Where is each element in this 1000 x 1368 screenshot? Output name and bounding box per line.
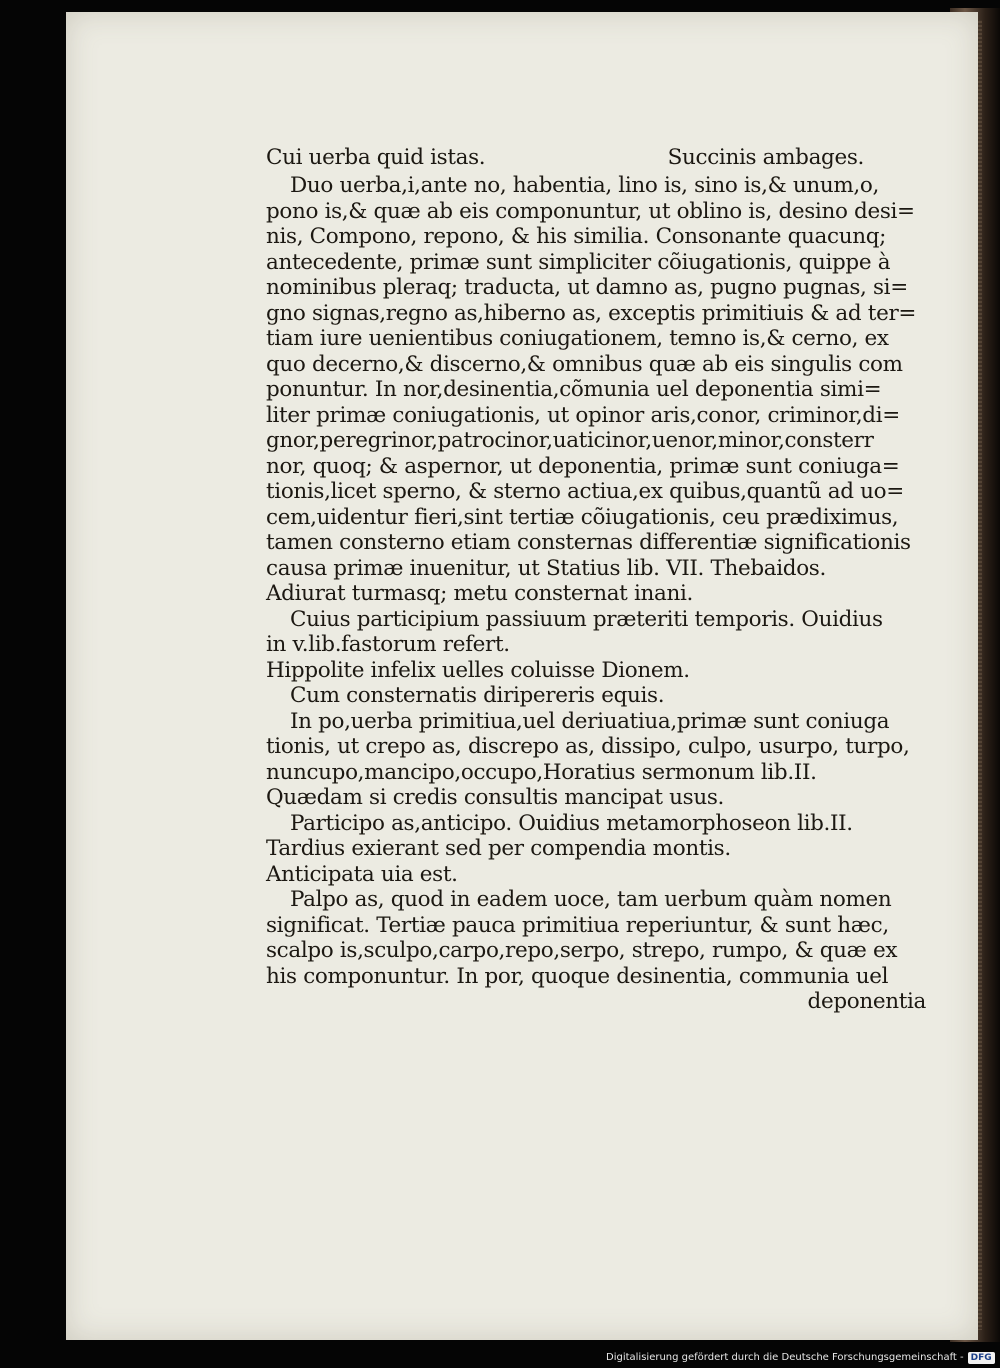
text-line: nor, quoq; & aspernor, ut deponentia, primæ sunt coniuga= [266,453,900,479]
text-line: In po,uerba primitiua,uel deriuatiua,primæ sunt coniuga [290,708,890,734]
text-line: nuncupo,mancipo,occupo,Horatius sermonum lib.II. [266,759,817,785]
verse-line: Anticipata uia est. [266,861,458,887]
text-line: causa primæ inuenitur, ut Statius lib. VII. Thebaidos. [266,555,826,581]
text-line: gno signas,regno as,hiberno as, exceptis primitiuis & ad ter= [266,300,917,326]
text-line: nominibus pleraq; traducta, ut damno as, pugno pugnas, si= [266,275,908,300]
text-line: scalpo is,sculpo,carpo,repo,serpo, strepo, rumpo, & quæ ex [266,938,898,963]
text-line: antecedente, primæ sunt simpliciter cõiugationis, quippe à [266,249,891,275]
text-line: nis, Compono, repono, & his similia. Consonante quacunq; [266,224,887,249]
digitization-credit [606,1350,996,1366]
text-line: in v.lib.fastorum refert. [266,632,510,657]
text-line: tionis,licet sperno, & sterno actiua,ex quibus,quantũ ad uo= [266,479,904,504]
catchword: deponentia [807,989,926,1014]
verse-line: Quædam si credis consultis mancipat usus. [266,785,725,810]
text-line: cem,uidentur fieri,sint tertiæ cõiugationis, ceu prædiximus, [266,504,899,530]
text-line: tamen consterno etiam consternas differentiæ significationis [266,530,911,555]
text-line: Duo uerba,i,ante no, habentia, lino is, sino is,& unum,o, [290,173,879,198]
text-line: Cuius participium passiuum præteriti temporis. Ouidius [290,606,883,632]
verse-line: Cum consternatis diripereris equis. [290,683,665,708]
text-line: his componuntur. In por, quoque desinentia, communia uel [266,963,889,989]
credit-text: Digitalisierung gefördert durch die Deutsche Forschungsgemeinschaft - [606,1352,964,1363]
dfg-logo: DFG [968,1352,995,1364]
text-line: ponuntur. In nor,desinentia,cõmunia uel deponentia simi= [266,377,882,402]
text-line: tiam iure uenientibus coniugationem, temno is,& cerno, ex [266,326,889,351]
text-line: liter primæ coniugationis, ut opinor aris,conor, criminor,di= [266,402,900,428]
page-text [266,145,932,1015]
text-line: significat. Tertiæ pauca primitiua reperiuntur, & sunt hæc, [266,912,889,938]
header-right: Succinis ambages. [667,145,864,170]
text-line: tionis, ut crepo as, discrepo as, dissipo, culpo, usurpo, turpo, [266,734,910,759]
verse-line: Hippolite infelix uelles coluisse Dionem. [266,657,690,683]
text-line: quo decerno,& discerno,& omnibus quæ ab eis singulis com [266,351,903,377]
text-line: Participo as,anticipo. Ouidius metamorphoseon lib.II. [290,810,853,836]
verse-line: Adiurat turmasq; metu consternat inani. [266,581,693,606]
text-line: Palpo as, quod in eadem uoce, tam uerbum quàm nomen [290,887,892,912]
text-line: gnor,peregrinor,patrocinor,uaticinor,uenor,minor,consterr [266,428,874,453]
running-header [266,145,932,173]
text-line: pono is,& quæ ab eis componuntur, ut oblino is, desino desi= [266,198,915,224]
header-left: Cui uerba quid istas. [266,145,486,170]
verse-line: Tardius exierant sed per compendia montis. [266,836,731,861]
